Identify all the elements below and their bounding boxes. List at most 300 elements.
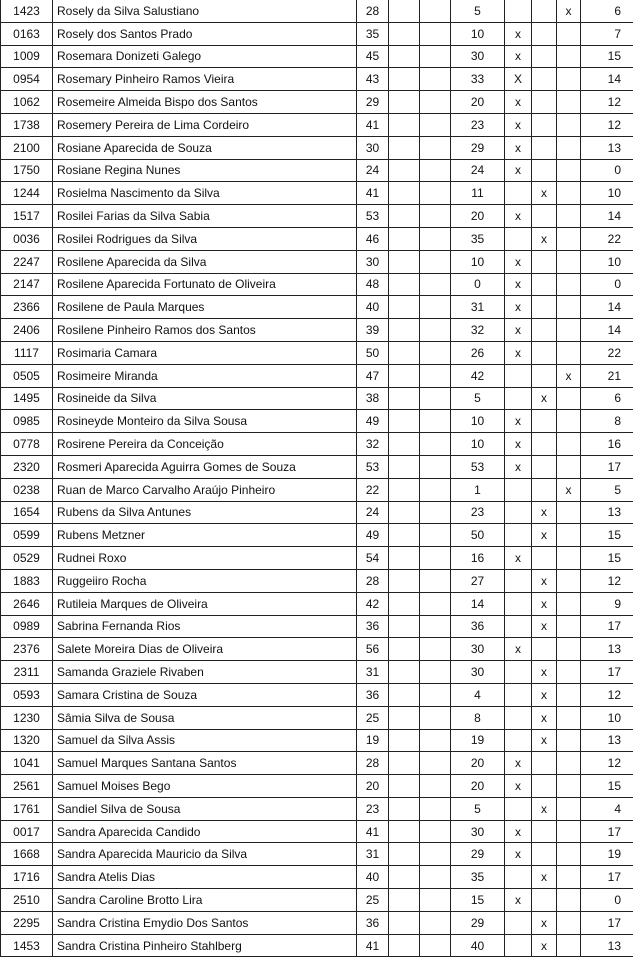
mark-col-1 (505, 592, 532, 615)
mark-col-3: x (557, 364, 581, 387)
score-value: 10 (451, 250, 505, 273)
candidate-code: 0036 (1, 227, 53, 250)
candidate-code: 2247 (1, 250, 53, 273)
candidate-name: Sandra Cristina Emydio Dos Santos (53, 911, 357, 934)
mark-col-2 (532, 478, 557, 501)
mark-col-2: x (532, 797, 557, 820)
blank-cell (420, 797, 451, 820)
candidate-code: 2561 (1, 775, 53, 798)
blank-cell (389, 136, 420, 159)
score-value: 53 (451, 455, 505, 478)
candidate-code: 1041 (1, 752, 53, 775)
candidate-name: Rosirene Pereira da Conceição (53, 433, 357, 456)
points-value: 12 (581, 683, 633, 706)
mark-col-3 (557, 227, 581, 250)
candidate-name: Rosemara Donizeti Galego (53, 45, 357, 68)
candidate-age: 25 (357, 706, 389, 729)
mark-col-1 (505, 387, 532, 410)
blank-cell (420, 524, 451, 547)
candidate-name: Samuel Marques Santana Santos (53, 752, 357, 775)
candidate-age: 22 (357, 478, 389, 501)
blank-cell (420, 820, 451, 843)
score-value: 11 (451, 182, 505, 205)
blank-cell (420, 136, 451, 159)
blank-cell (420, 364, 451, 387)
blank-cell (420, 250, 451, 273)
candidate-age: 28 (357, 569, 389, 592)
mark-col-2: x (532, 866, 557, 889)
blank-cell (420, 205, 451, 228)
candidate-age: 20 (357, 775, 389, 798)
candidate-code: 1750 (1, 159, 53, 182)
points-value: 17 (581, 911, 633, 934)
candidate-name: Rosiane Aparecida de Souza (53, 136, 357, 159)
table-row (1, 455, 633, 478)
table-row (1, 250, 633, 273)
mark-col-1 (505, 524, 532, 547)
candidate-code: 1230 (1, 706, 53, 729)
score-value: 24 (451, 159, 505, 182)
score-value: 10 (451, 22, 505, 45)
mark-col-1: x (505, 205, 532, 228)
mark-col-3 (557, 68, 581, 91)
candidate-name: Rubens da Silva Antunes (53, 501, 357, 524)
mark-col-3 (557, 615, 581, 638)
candidate-code: 2376 (1, 638, 53, 661)
blank-cell (389, 843, 420, 866)
mark-col-1 (505, 501, 532, 524)
score-value: 32 (451, 319, 505, 342)
mark-col-3 (557, 113, 581, 136)
blank-cell (389, 319, 420, 342)
mark-col-1: x (505, 22, 532, 45)
candidate-age: 31 (357, 661, 389, 684)
mark-col-2 (532, 296, 557, 319)
score-value: 31 (451, 296, 505, 319)
score-value: 5 (451, 797, 505, 820)
candidate-age: 19 (357, 729, 389, 752)
blank-cell (420, 592, 451, 615)
mark-col-3 (557, 387, 581, 410)
points-value: 17 (581, 661, 633, 684)
blank-cell (389, 706, 420, 729)
table-row (1, 775, 633, 798)
mark-col-3 (557, 45, 581, 68)
blank-cell (389, 797, 420, 820)
candidate-name: Samanda Graziele Rivaben (53, 661, 357, 684)
table-row (1, 934, 633, 957)
candidate-age: 41 (357, 820, 389, 843)
mark-col-3 (557, 433, 581, 456)
candidate-code: 2295 (1, 911, 53, 934)
candidate-code: 2510 (1, 889, 53, 912)
candidate-name: Sandra Aparecida Candido (53, 820, 357, 843)
score-value: 36 (451, 615, 505, 638)
points-value: 22 (581, 227, 633, 250)
candidate-age: 29 (357, 91, 389, 114)
table-row (1, 410, 633, 433)
mark-col-2 (532, 250, 557, 273)
points-value: 12 (581, 752, 633, 775)
table-row (1, 615, 633, 638)
score-value: 27 (451, 569, 505, 592)
blank-cell (389, 0, 420, 22)
mark-col-1: x (505, 45, 532, 68)
table-row (1, 159, 633, 182)
blank-cell (389, 296, 420, 319)
table-row (1, 820, 633, 843)
blank-cell (420, 341, 451, 364)
mark-col-2 (532, 113, 557, 136)
candidate-age: 41 (357, 934, 389, 957)
candidate-name: Rosimeire Miranda (53, 364, 357, 387)
table-row (1, 524, 633, 547)
table-row (1, 661, 633, 684)
mark-col-2 (532, 205, 557, 228)
candidate-name: Rosmeri Aparecida Aguirra Gomes de Souza (53, 455, 357, 478)
candidate-name: Rosilene Aparecida da Silva (53, 250, 357, 273)
blank-cell (389, 592, 420, 615)
candidate-code: 1883 (1, 569, 53, 592)
table-row (1, 843, 633, 866)
score-value: 8 (451, 706, 505, 729)
points-value: 13 (581, 136, 633, 159)
score-value: 29 (451, 911, 505, 934)
blank-cell (389, 68, 420, 91)
points-value: 15 (581, 547, 633, 570)
score-value: 30 (451, 820, 505, 843)
candidate-age: 43 (357, 68, 389, 91)
blank-cell (389, 661, 420, 684)
blank-cell (389, 341, 420, 364)
mark-col-3 (557, 250, 581, 273)
mark-col-2 (532, 547, 557, 570)
mark-col-3 (557, 547, 581, 570)
blank-cell (389, 433, 420, 456)
points-value: 16 (581, 433, 633, 456)
mark-col-1 (505, 934, 532, 957)
table-row (1, 319, 633, 342)
blank-cell (420, 775, 451, 798)
mark-col-1: x (505, 820, 532, 843)
score-value: 30 (451, 638, 505, 661)
table-row (1, 387, 633, 410)
candidate-code: 2311 (1, 661, 53, 684)
points-value: 19 (581, 843, 633, 866)
mark-col-1: x (505, 341, 532, 364)
candidate-name: Rosemery Pereira de Lima Cordeiro (53, 113, 357, 136)
mark-col-1 (505, 0, 532, 22)
mark-col-2 (532, 364, 557, 387)
table-row (1, 91, 633, 114)
points-value: 0 (581, 273, 633, 296)
blank-cell (420, 296, 451, 319)
table-row (1, 205, 633, 228)
candidate-code: 0989 (1, 615, 53, 638)
score-value: 10 (451, 410, 505, 433)
mark-col-3 (557, 341, 581, 364)
blank-cell (389, 113, 420, 136)
mark-col-2 (532, 433, 557, 456)
mark-col-3 (557, 866, 581, 889)
blank-cell (389, 22, 420, 45)
candidate-age: 41 (357, 113, 389, 136)
candidate-code: 2646 (1, 592, 53, 615)
candidate-code: 2100 (1, 136, 53, 159)
mark-col-3 (557, 136, 581, 159)
score-value: 33 (451, 68, 505, 91)
score-value: 20 (451, 752, 505, 775)
table-row (1, 501, 633, 524)
mark-col-3 (557, 592, 581, 615)
points-value: 17 (581, 820, 633, 843)
candidate-age: 54 (357, 547, 389, 570)
blank-cell (389, 501, 420, 524)
blank-cell (420, 889, 451, 912)
candidate-age: 32 (357, 433, 389, 456)
mark-col-1: x (505, 638, 532, 661)
points-value: 17 (581, 866, 633, 889)
table-row (1, 911, 633, 934)
blank-cell (420, 387, 451, 410)
points-value: 0 (581, 889, 633, 912)
mark-col-3 (557, 706, 581, 729)
mark-col-2 (532, 22, 557, 45)
score-value: 5 (451, 387, 505, 410)
mark-col-3 (557, 273, 581, 296)
mark-col-1 (505, 569, 532, 592)
candidate-name: Salete Moreira Dias de Oliveira (53, 638, 357, 661)
candidate-code: 1117 (1, 341, 53, 364)
candidate-age: 53 (357, 455, 389, 478)
points-value: 6 (581, 0, 633, 22)
score-value: 20 (451, 775, 505, 798)
blank-cell (389, 775, 420, 798)
mark-col-3 (557, 911, 581, 934)
mark-col-2: x (532, 615, 557, 638)
candidate-age: 35 (357, 22, 389, 45)
candidate-code: 1654 (1, 501, 53, 524)
candidate-name: Rubens Metzner (53, 524, 357, 547)
score-value: 23 (451, 113, 505, 136)
mark-col-3 (557, 159, 581, 182)
candidate-age: 36 (357, 615, 389, 638)
blank-cell (389, 911, 420, 934)
mark-col-1: x (505, 752, 532, 775)
mark-col-1: x (505, 319, 532, 342)
points-value: 14 (581, 296, 633, 319)
mark-col-3 (557, 524, 581, 547)
table-row (1, 0, 633, 22)
blank-cell (389, 934, 420, 957)
candidate-name: Rosilene Aparecida Fortunato de Oliveira (53, 273, 357, 296)
blank-cell (420, 22, 451, 45)
mark-col-2: x (532, 661, 557, 684)
blank-cell (389, 227, 420, 250)
points-value: 14 (581, 319, 633, 342)
points-value: 8 (581, 410, 633, 433)
table-row (1, 433, 633, 456)
candidate-name: Rosemeire Almeida Bispo dos Santos (53, 91, 357, 114)
score-value: 35 (451, 227, 505, 250)
table-row (1, 638, 633, 661)
points-value: 13 (581, 934, 633, 957)
candidate-code: 1716 (1, 866, 53, 889)
mark-col-2 (532, 455, 557, 478)
candidate-age: 31 (357, 843, 389, 866)
score-value: 15 (451, 889, 505, 912)
table-row (1, 364, 633, 387)
candidate-age: 48 (357, 273, 389, 296)
mark-col-3 (557, 843, 581, 866)
candidate-code: 0599 (1, 524, 53, 547)
mark-col-3 (557, 820, 581, 843)
blank-cell (389, 820, 420, 843)
candidate-age: 38 (357, 387, 389, 410)
score-value: 1 (451, 478, 505, 501)
score-value: 5 (451, 0, 505, 22)
score-value: 50 (451, 524, 505, 547)
table-row (1, 547, 633, 570)
mark-col-3 (557, 319, 581, 342)
mark-col-1: x (505, 547, 532, 570)
mark-col-2 (532, 159, 557, 182)
mark-col-1: X (505, 68, 532, 91)
mark-col-2 (532, 319, 557, 342)
mark-col-2 (532, 341, 557, 364)
candidate-name: Rosemary Pinheiro Ramos Vieira (53, 68, 357, 91)
blank-cell (389, 547, 420, 570)
candidate-name: Ruggeiiro Rocha (53, 569, 357, 592)
candidate-name: Sandra Aparecida Mauricio da Silva (53, 843, 357, 866)
blank-cell (389, 182, 420, 205)
candidate-code: 0238 (1, 478, 53, 501)
blank-cell (389, 410, 420, 433)
mark-col-2: x (532, 592, 557, 615)
candidate-code: 1009 (1, 45, 53, 68)
mark-col-2: x (532, 227, 557, 250)
mark-col-2 (532, 638, 557, 661)
mark-col-1: x (505, 843, 532, 866)
blank-cell (420, 113, 451, 136)
points-value: 10 (581, 250, 633, 273)
candidate-name: Sandra Cristina Pinheiro Stahlberg (53, 934, 357, 957)
mark-col-2: x (532, 934, 557, 957)
mark-col-1: x (505, 455, 532, 478)
candidate-code: 0505 (1, 364, 53, 387)
mark-col-1 (505, 911, 532, 934)
mark-col-2: x (532, 501, 557, 524)
candidate-age: 25 (357, 889, 389, 912)
candidate-code: 1320 (1, 729, 53, 752)
points-value: 17 (581, 455, 633, 478)
score-value: 14 (451, 592, 505, 615)
table-row (1, 227, 633, 250)
mark-col-2 (532, 68, 557, 91)
mark-col-3 (557, 296, 581, 319)
candidate-age: 23 (357, 797, 389, 820)
blank-cell (420, 661, 451, 684)
blank-cell (389, 615, 420, 638)
candidate-age: 40 (357, 296, 389, 319)
mark-col-1: x (505, 775, 532, 798)
mark-col-2: x (532, 569, 557, 592)
score-value: 26 (451, 341, 505, 364)
mark-col-1 (505, 706, 532, 729)
blank-cell (420, 638, 451, 661)
mark-col-1 (505, 364, 532, 387)
mark-col-1: x (505, 159, 532, 182)
blank-cell (389, 638, 420, 661)
candidate-code: 1738 (1, 113, 53, 136)
candidate-age: 36 (357, 911, 389, 934)
points-value: 13 (581, 638, 633, 661)
blank-cell (389, 159, 420, 182)
candidate-name: Rosely dos Santos Prado (53, 22, 357, 45)
mark-col-1: x (505, 250, 532, 273)
candidate-code: 1761 (1, 797, 53, 820)
candidate-code: 1668 (1, 843, 53, 866)
mark-col-2 (532, 273, 557, 296)
candidate-name: Rosilei Rodrigues da Silva (53, 227, 357, 250)
blank-cell (420, 615, 451, 638)
score-value: 29 (451, 136, 505, 159)
candidate-name: Rosimaria Camara (53, 341, 357, 364)
candidate-code: 0163 (1, 22, 53, 45)
table-row (1, 296, 633, 319)
table-row (1, 22, 633, 45)
candidate-name: Rosilei Farias da Silva Sabia (53, 205, 357, 228)
mark-col-2 (532, 843, 557, 866)
mark-col-1 (505, 797, 532, 820)
mark-col-1: x (505, 296, 532, 319)
blank-cell (420, 501, 451, 524)
points-value: 10 (581, 706, 633, 729)
candidate-name: Samara Cristina de Souza (53, 683, 357, 706)
blank-cell (389, 387, 420, 410)
blank-cell (420, 911, 451, 934)
mark-col-1 (505, 182, 532, 205)
candidate-age: 49 (357, 524, 389, 547)
blank-cell (389, 752, 420, 775)
candidate-age: 56 (357, 638, 389, 661)
candidate-age: 42 (357, 592, 389, 615)
blank-cell (420, 227, 451, 250)
score-value: 0 (451, 273, 505, 296)
points-value: 12 (581, 569, 633, 592)
blank-cell (420, 569, 451, 592)
score-value: 10 (451, 433, 505, 456)
mark-col-1 (505, 615, 532, 638)
points-value: 12 (581, 113, 633, 136)
candidate-code: 2366 (1, 296, 53, 319)
candidate-age: 45 (357, 45, 389, 68)
points-value: 5 (581, 478, 633, 501)
table-row (1, 136, 633, 159)
candidate-code: 2406 (1, 319, 53, 342)
score-value: 30 (451, 661, 505, 684)
blank-cell (420, 68, 451, 91)
table-row (1, 797, 633, 820)
candidate-code: 1453 (1, 934, 53, 957)
blank-cell (420, 455, 451, 478)
candidate-name: Rosielma Nascimento da Silva (53, 182, 357, 205)
points-value: 13 (581, 501, 633, 524)
table-row (1, 729, 633, 752)
mark-col-1 (505, 478, 532, 501)
blank-cell (420, 319, 451, 342)
blank-cell (420, 866, 451, 889)
